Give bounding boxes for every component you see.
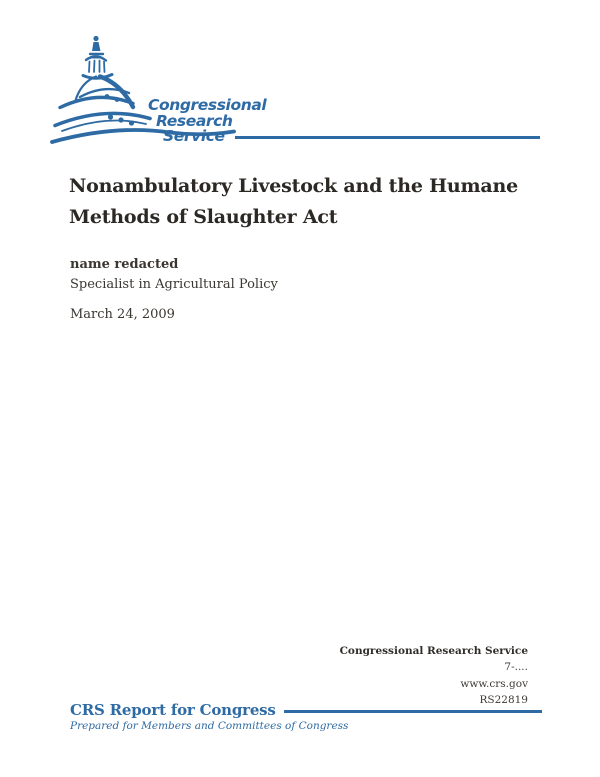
footer-banner: CRS Report for Congress	[70, 701, 276, 719]
footer-rule	[284, 710, 542, 713]
contact-website: www.crs.gov	[460, 677, 528, 690]
report-number: RS22819	[479, 693, 528, 706]
footer-banner-row	[70, 701, 542, 719]
report-title	[69, 171, 549, 233]
author-block	[70, 255, 278, 295]
contact-block	[340, 643, 528, 708]
header-rule	[235, 136, 540, 139]
wordmark-line-2: Research	[156, 111, 233, 130]
wordmark-line-1: Congressional	[148, 96, 267, 114]
author-role: Specialist in Agricultural Policy	[70, 277, 278, 292]
footer-tagline: Prepared for Members and Committees of Congress	[70, 720, 349, 732]
contact-phone: 7-....	[504, 661, 528, 674]
contact-org: Congressional Research Service	[339, 645, 528, 657]
report-date: March 24, 2009	[70, 307, 175, 322]
wordmark-line-3: Service	[163, 127, 225, 145]
report-title-line-1: Nonambulatory Livestock and the Humane	[69, 175, 519, 197]
report-title-line-2: Methods of Slaughter Act	[69, 206, 338, 228]
author-name: name redacted	[70, 257, 179, 272]
crs-wordmark	[148, 98, 540, 145]
